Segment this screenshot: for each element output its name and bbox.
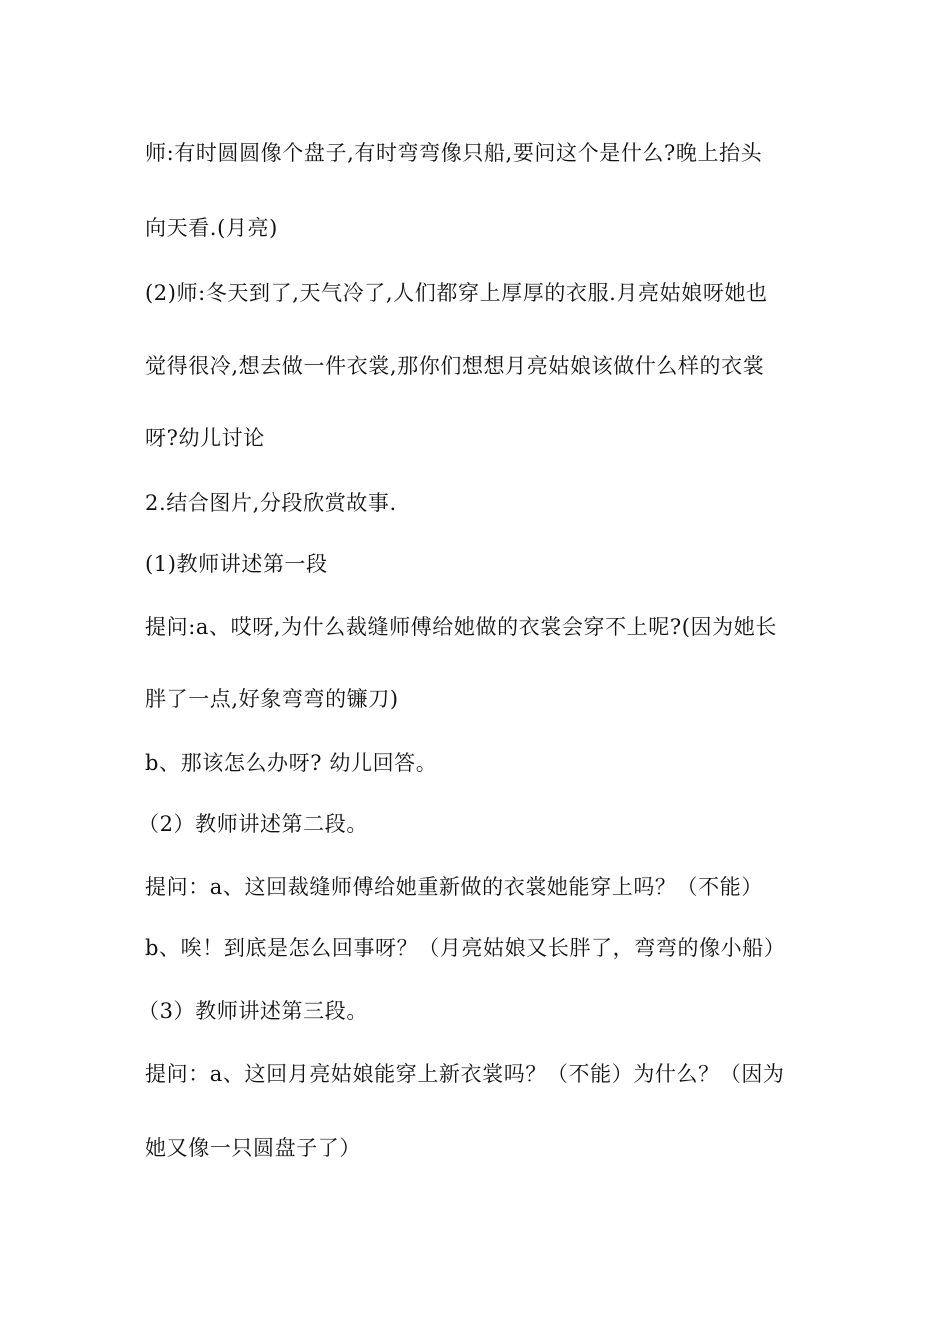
text-line-question-2b: b、唉！到底是怎么回事呀？（月亮姑娘又长胖了，弯弯的像小船） [145, 936, 786, 960]
text-line-question-3a: 提问：a、这回月亮姑娘能穿上新衣裳吗？（不能）为什么？（因为 [145, 1062, 785, 1086]
text-line-step-2: 2.结合图片,分段欣赏故事. [145, 491, 397, 515]
text-line-riddle-2: 向天看.(月亮) [145, 216, 278, 240]
text-line-winter-2: 觉得很冷,想去做一件衣裳,那你们想想月亮姑娘该做什么样的衣裳 [145, 354, 765, 378]
text-line-question-3a-cont: 她又像一只圆盘子了） [145, 1136, 361, 1160]
text-line-riddle-1: 师:有时圆圆像个盘子,有时弯弯像只船,要问这个是什么?晚上抬头 [145, 141, 763, 165]
text-line-part-2: （2）教师讲述第二段。 [138, 812, 368, 836]
text-line-question-1a-cont: 胖了一点,好象弯弯的镰刀) [145, 687, 399, 711]
text-line-part-1: (1)教师讲述第一段 [145, 552, 328, 576]
text-line-question-2a: 提问：a、这回裁缝师傅给她重新做的衣裳她能穿上吗？（不能） [145, 875, 763, 899]
text-line-discussion: 呀?幼儿讨论 [145, 426, 265, 450]
text-line-winter-1: (2)师:冬天到了,天气冷了,人们都穿上厚厚的衣服.月亮姑娘呀她也 [145, 281, 768, 305]
text-line-question-1a: 提问:a、哎呀,为什么裁缝师傅给她做的衣裳会穿不上呢?(因为她长 [145, 615, 777, 639]
text-line-question-1b: b、那该怎么办呀? 幼儿回答。 [145, 751, 438, 775]
text-line-part-3: （3）教师讲述第三段。 [138, 999, 368, 1023]
